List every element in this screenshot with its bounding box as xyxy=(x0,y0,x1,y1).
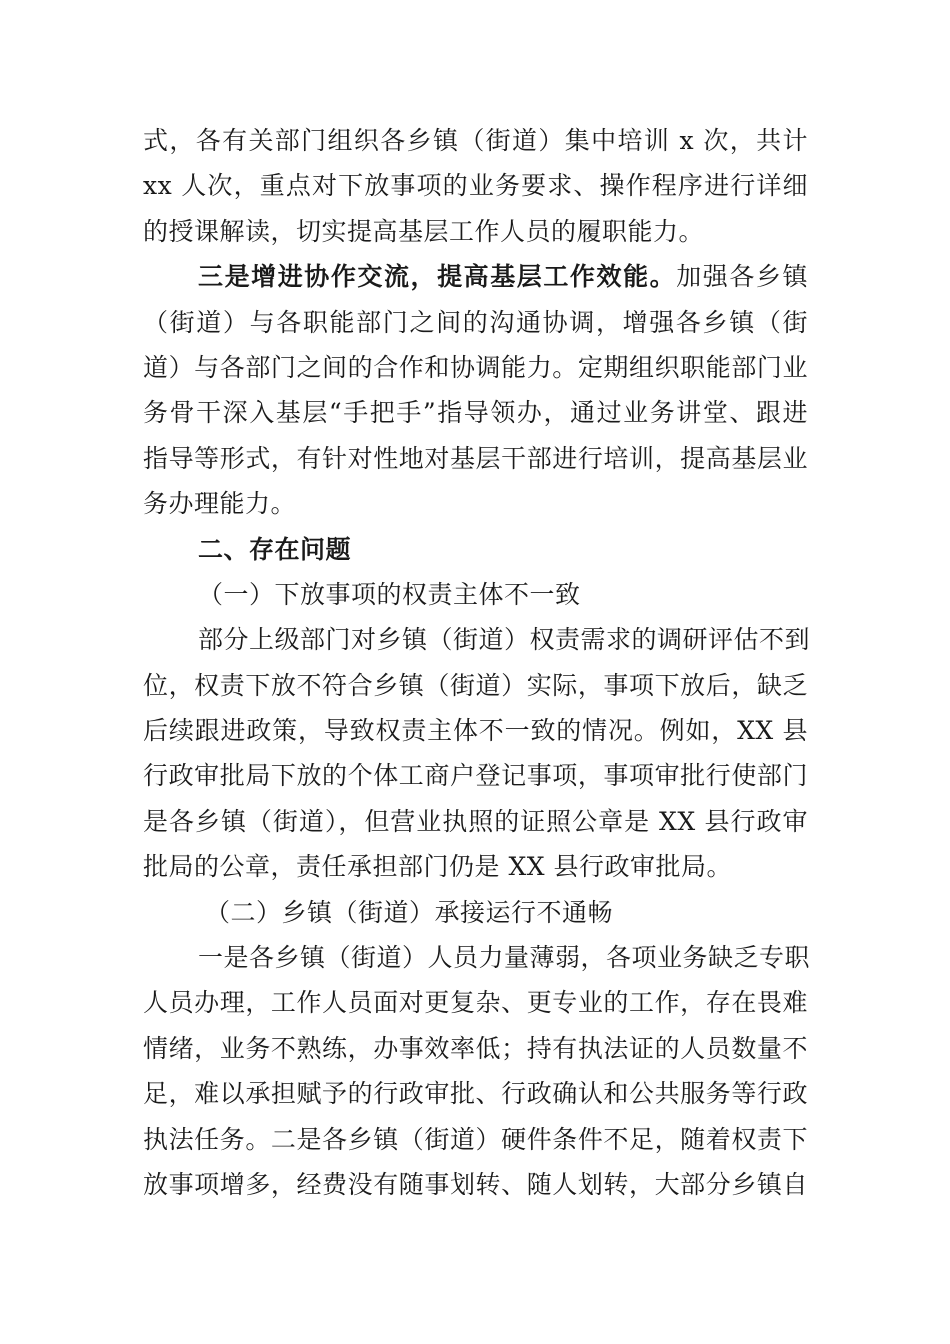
text-line: 是各乡镇（街道），但营业执照的证照公章是 XX 县行政审 xyxy=(143,806,808,836)
text-line: 务骨干深入基层“手把手”指导领办，通过业务讲堂、跟进 xyxy=(143,398,808,428)
text-line: 人员办理，工作人员面对更复杂、更专业的工作，存在畏难 xyxy=(143,988,808,1018)
bold-lead-sentence: 三是增进协作交流，提高基层工作效能。 xyxy=(198,262,677,292)
text-line: 指导等形式，有针对性地对基层干部进行培训，提高基层业 xyxy=(143,443,808,473)
text-line: 放事项增多，经费没有随事划转、随人划转，大部分乡镇自 xyxy=(143,1169,808,1199)
text-line: 的授课解读，切实提高基层工作人员的履职能力。 xyxy=(143,216,705,246)
paragraph-training xyxy=(143,118,808,254)
paragraph-inconsistency xyxy=(143,617,811,889)
text-line: 部分上级部门对乡镇（街道）权责需求的调研评估不到 xyxy=(198,625,811,655)
text-line: （街道）与各职能部门之间的沟通协调，增强各乡镇（街 xyxy=(143,307,808,337)
text-line: 位，权责下放不符合乡镇（街道）实际，事项下放后，缺乏 xyxy=(143,670,808,700)
text-line: 一是各乡镇（街道）人员力量薄弱，各项业务缺乏专职 xyxy=(198,943,811,973)
text-line: 行政审批局下放的个体工商户登记事项，事项审批行使部门 xyxy=(143,761,808,791)
subsection-heading-1: （一）下放事项的权责主体不一致 xyxy=(198,579,581,609)
text-line: 情绪，业务不熟练，办事效率低；持有执法证的人员数量不 xyxy=(143,1033,808,1063)
text-line: 务办理能力。 xyxy=(143,489,297,519)
paragraph-operation xyxy=(143,935,811,1207)
text-line: xx 人次，重点对下放事项的业务要求、操作程序进行详细 xyxy=(143,171,808,201)
text-line: 批局的公章，责任承担部门仍是 XX 县行政审批局。 xyxy=(143,852,732,882)
section-heading: 二、存在问题 xyxy=(198,534,352,564)
text-line xyxy=(143,254,808,299)
text-line: 足，难以承担赋予的行政审批、行政确认和公共服务等行政 xyxy=(143,1079,808,1109)
text-line: 执法任务。二是各乡镇（街道）硬件条件不足，随着权责下 xyxy=(143,1124,808,1154)
subsection-heading-2: （二）乡镇（街道）承接运行不通畅 xyxy=(205,897,614,927)
text-line: 式，各有关部门组织各乡镇（街道）集中培训 x 次，共计 xyxy=(143,126,808,155)
text-line: 道）与各部门之间的合作和协调能力。定期组织职能部门业 xyxy=(143,352,808,382)
lead-rest: 加强各乡镇 xyxy=(676,262,808,292)
paragraph-cooperation xyxy=(143,254,808,526)
document-page xyxy=(143,118,811,1207)
text-line: 后续跟进政策，导致权责主体不一致的情况。例如，XX 县 xyxy=(143,716,808,746)
